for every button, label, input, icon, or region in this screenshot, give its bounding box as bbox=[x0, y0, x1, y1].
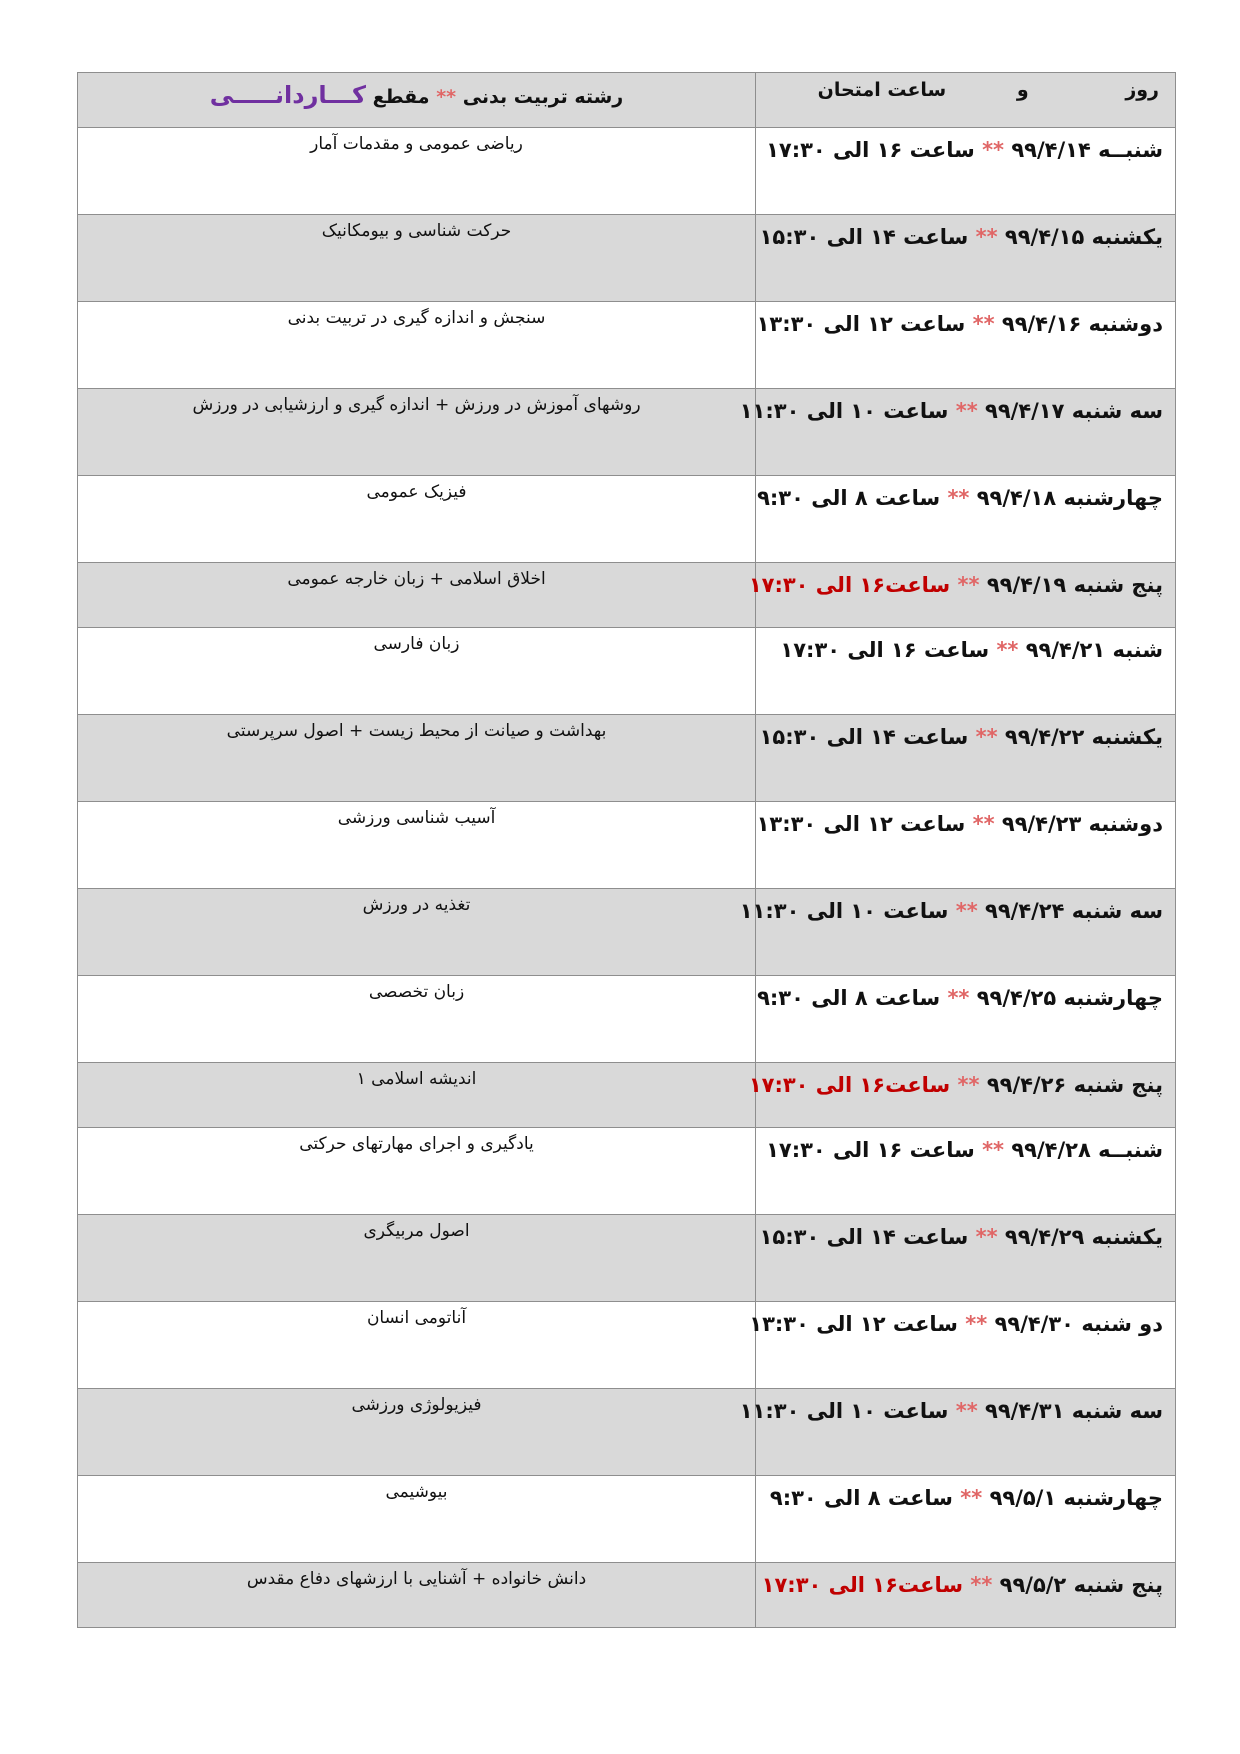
exam-day: چهارشنبه bbox=[1063, 486, 1163, 510]
exam-date-cell bbox=[756, 715, 1176, 802]
exam-day: یکشنبه bbox=[1091, 1225, 1163, 1249]
exam-day: یکشنبه bbox=[1091, 725, 1163, 749]
exam-date: ۹۹/۴/۲۱ bbox=[1025, 638, 1106, 662]
exam-date: ۹۹/۴/۳۱ bbox=[985, 1399, 1065, 1423]
exam-day: پنج شنبه bbox=[1073, 573, 1163, 597]
exam-stars: ** bbox=[955, 899, 978, 923]
table-row bbox=[78, 476, 1176, 563]
table-row bbox=[78, 563, 1176, 628]
header-course bbox=[78, 73, 756, 128]
exam-day: چهارشنبه bbox=[1063, 986, 1163, 1010]
table-row bbox=[78, 1389, 1176, 1476]
exam-date-cell bbox=[739, 889, 1176, 976]
exam-time: ساعت ۱۴ الی ۱۵:۳۰ bbox=[759, 725, 969, 749]
table-row bbox=[78, 128, 1176, 215]
course-name: حرکت شناسی و بیومکانیک bbox=[78, 215, 756, 302]
table-row bbox=[78, 628, 1176, 715]
exam-date-cell bbox=[756, 1476, 1176, 1563]
exam-date: ۹۹/۴/۱۴ bbox=[1011, 138, 1091, 162]
exam-stars: ** bbox=[972, 812, 995, 836]
exam-date: ۹۹/۵/۱ bbox=[989, 1486, 1057, 1510]
table-row bbox=[78, 302, 1176, 389]
course-name: سنجش و اندازه گیری در تربیت بدنی bbox=[78, 302, 756, 389]
table-row bbox=[78, 976, 1176, 1063]
exam-day: شنبــه bbox=[1098, 1138, 1163, 1162]
exam-time: ساعت ۸ الی ۹:۳۰ bbox=[769, 1486, 953, 1510]
exam-date-cell bbox=[748, 1063, 1176, 1128]
table-header-row bbox=[78, 73, 1176, 128]
exam-time: ساعت ۱۲ الی ۱۳:۳۰ bbox=[749, 1312, 958, 1336]
exam-date: ۹۹/۴/۳۰ bbox=[994, 1312, 1074, 1336]
exam-date-cell bbox=[756, 128, 1176, 215]
exam-stars: ** bbox=[957, 1073, 980, 1097]
exam-time: ساعت۱۶ الی ۱۷:۳۰ bbox=[748, 1073, 951, 1097]
exam-date-cell bbox=[756, 302, 1176, 389]
exam-stars: ** bbox=[955, 1399, 978, 1423]
exam-time: ساعت ۱۰ الی ۱۱:۳۰ bbox=[739, 399, 949, 423]
exam-stars: ** bbox=[955, 399, 978, 423]
table-row bbox=[78, 889, 1176, 976]
exam-date-cell bbox=[739, 1389, 1176, 1476]
exam-time: ساعت ۱۲ الی ۱۳:۳۰ bbox=[756, 812, 966, 836]
exam-date: ۹۹/۴/۲۴ bbox=[985, 899, 1065, 923]
course-name: اصول مربیگری bbox=[78, 1215, 756, 1302]
course-name: یادگیری و اجرای مهارتهای حرکتی bbox=[78, 1128, 756, 1215]
exam-stars: ** bbox=[982, 1138, 1005, 1162]
exam-time: ساعت۱۶ الی ۱۷:۳۰ bbox=[748, 573, 951, 597]
exam-day: دوشنبه bbox=[1088, 312, 1163, 336]
header-and-label: و bbox=[1016, 79, 1029, 101]
exam-date-cell bbox=[756, 1563, 1176, 1628]
exam-stars: ** bbox=[970, 1573, 993, 1597]
exam-date-cell bbox=[749, 1302, 1176, 1389]
exam-time: ساعت ۱۴ الی ۱۵:۳۰ bbox=[759, 1225, 969, 1249]
exam-day: شنبه bbox=[1112, 638, 1163, 662]
exam-day: سه شنبه bbox=[1071, 399, 1163, 423]
exam-time: ساعت ۱۰ الی ۱۱:۳۰ bbox=[739, 1399, 949, 1423]
table-row bbox=[78, 715, 1176, 802]
header-stars: ** bbox=[436, 86, 457, 108]
exam-date-cell bbox=[756, 215, 1176, 302]
exam-schedule-table bbox=[77, 72, 1176, 1628]
exam-stars: ** bbox=[975, 1225, 998, 1249]
exam-stars: ** bbox=[957, 573, 980, 597]
exam-date-cell bbox=[756, 1215, 1176, 1302]
course-name: تغذیه در ورزش bbox=[78, 889, 756, 976]
exam-date: ۹۹/۴/۲۹ bbox=[1004, 1225, 1085, 1249]
table-row bbox=[78, 389, 1176, 476]
table-row bbox=[78, 1063, 1176, 1128]
course-name: ریاضی عمومی و مقدمات آمار bbox=[78, 128, 756, 215]
exam-day: پنج شنبه bbox=[1073, 1573, 1163, 1597]
exam-stars: ** bbox=[965, 1312, 988, 1336]
exam-stars: ** bbox=[975, 225, 998, 249]
exam-day: چهارشنبه bbox=[1063, 1486, 1163, 1510]
header-date-time bbox=[756, 73, 1176, 128]
exam-time: ساعت ۱۰ الی ۱۱:۳۰ bbox=[739, 899, 949, 923]
exam-time: ساعت ۸ الی ۹:۳۰ bbox=[757, 486, 941, 510]
exam-date: ۹۹/۴/۲۸ bbox=[1011, 1138, 1091, 1162]
exam-date: ۹۹/۴/۱۶ bbox=[1001, 312, 1082, 336]
course-name: آسیب شناسی ورزشی bbox=[78, 802, 756, 889]
exam-date: ۹۹/۴/۲۳ bbox=[1001, 812, 1082, 836]
course-name: فیزیولوژی ورزشی bbox=[78, 1389, 756, 1476]
header-day-label: روز bbox=[1125, 79, 1159, 101]
course-name: زبان تخصصی bbox=[78, 976, 756, 1063]
exam-day: سه شنبه bbox=[1071, 1399, 1163, 1423]
table-row bbox=[78, 1302, 1176, 1389]
exam-date-cell bbox=[739, 389, 1176, 476]
exam-day: سه شنبه bbox=[1071, 899, 1163, 923]
exam-time: ساعت۱۶ الی ۱۷:۳۰ bbox=[761, 1573, 964, 1597]
exam-date: ۹۹/۴/۱۸ bbox=[976, 486, 1057, 510]
exam-date-cell bbox=[748, 563, 1176, 628]
exam-stars: ** bbox=[947, 986, 970, 1010]
course-name: بهداشت و صیانت از محیط زیست + اصول سرپرستی bbox=[78, 715, 756, 802]
header-level-value: کـــاردانـــــی bbox=[209, 81, 366, 109]
exam-date-cell bbox=[756, 628, 1176, 715]
course-name: فیزیک عمومی bbox=[78, 476, 756, 563]
exam-time: ساعت ۱۶ الی ۱۷:۳۰ bbox=[766, 138, 975, 162]
exam-day: دو شنبه bbox=[1081, 1312, 1163, 1336]
course-name: روشهای آموزش در ورزش + اندازه گیری و ارزشیابی در ورزش bbox=[78, 389, 756, 476]
exam-time: ساعت ۸ الی ۹:۳۰ bbox=[757, 986, 941, 1010]
course-name: اخلاق اسلامی + زبان خارجه عمومی bbox=[78, 563, 756, 628]
exam-day: یکشنبه bbox=[1091, 225, 1163, 249]
exam-stars: ** bbox=[996, 638, 1019, 662]
exam-date-cell bbox=[756, 976, 1176, 1063]
table-row bbox=[78, 1128, 1176, 1215]
course-name: اندیشه اسلامی ۱ bbox=[78, 1063, 756, 1128]
exam-time: ساعت ۱۲ الی ۱۳:۳۰ bbox=[756, 312, 966, 336]
exam-date: ۹۹/۴/۲۵ bbox=[976, 986, 1057, 1010]
exam-stars: ** bbox=[960, 1486, 983, 1510]
course-name: آناتومی انسان bbox=[78, 1302, 756, 1389]
header-field-label: رشته تربیت بدنی bbox=[462, 86, 624, 108]
exam-date: ۹۹/۴/۱۷ bbox=[985, 399, 1065, 423]
table-row bbox=[78, 1476, 1176, 1563]
exam-time: ساعت ۱۴ الی ۱۵:۳۰ bbox=[759, 225, 969, 249]
header-time-label: ساعت امتحان bbox=[817, 79, 947, 101]
course-name: بیوشیمی bbox=[78, 1476, 756, 1563]
exam-stars: ** bbox=[972, 312, 995, 336]
course-name: دانش خانواده + آشنایی با ارزشهای دفاع مقدس bbox=[78, 1563, 756, 1628]
exam-date: ۹۹/۴/۱۵ bbox=[1004, 225, 1085, 249]
header-level-label: مقطع bbox=[372, 86, 430, 108]
exam-date-cell bbox=[756, 476, 1176, 563]
exam-date: ۹۹/۴/۲۶ bbox=[986, 1073, 1067, 1097]
exam-date-cell bbox=[756, 1128, 1176, 1215]
exam-date: ۹۹/۵/۲ bbox=[999, 1573, 1067, 1597]
table-row bbox=[78, 1563, 1176, 1628]
exam-date: ۹۹/۴/۱۹ bbox=[986, 573, 1067, 597]
table-row bbox=[78, 215, 1176, 302]
exam-date: ۹۹/۴/۲۲ bbox=[1004, 725, 1085, 749]
exam-stars: ** bbox=[975, 725, 998, 749]
exam-date-cell bbox=[756, 802, 1176, 889]
exam-day: شنبــه bbox=[1098, 138, 1163, 162]
exam-stars: ** bbox=[947, 486, 970, 510]
exam-day: پنج شنبه bbox=[1073, 1073, 1163, 1097]
exam-time: ساعت ۱۶ الی ۱۷:۳۰ bbox=[780, 638, 990, 662]
table-row bbox=[78, 1215, 1176, 1302]
exam-time: ساعت ۱۶ الی ۱۷:۳۰ bbox=[766, 1138, 975, 1162]
course-name: زبان فارسی bbox=[78, 628, 756, 715]
table-row bbox=[78, 802, 1176, 889]
exam-stars: ** bbox=[982, 138, 1005, 162]
exam-day: دوشنبه bbox=[1088, 812, 1163, 836]
